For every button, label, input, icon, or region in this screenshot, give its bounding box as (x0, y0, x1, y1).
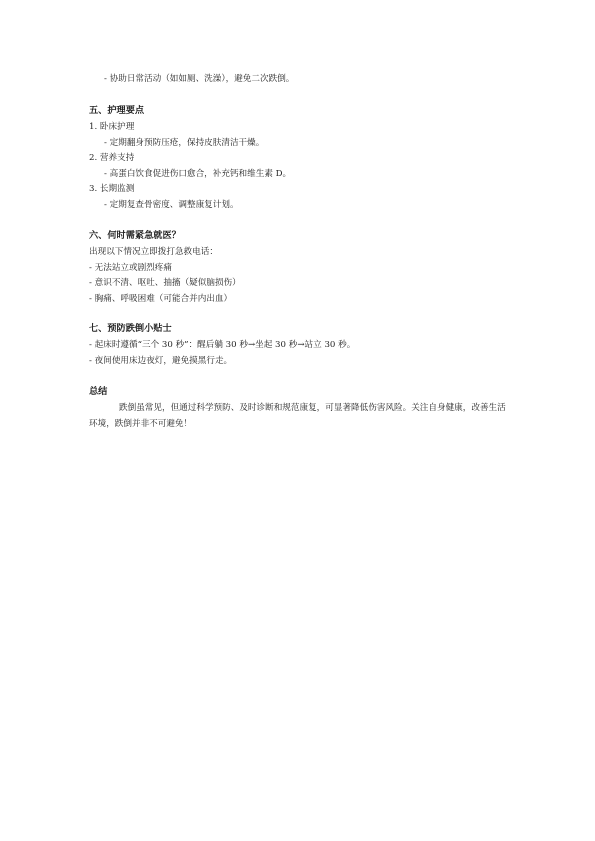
section-6-item-3: - 胸痛、呼吸困难（可能合并内出血） (89, 294, 233, 304)
summary-paragraph: 跌倒虽常见，但通过科学预防、及时诊断和规范康复，可显著降低伤害风险。关注自身健康，改善生活环境，跌倒并非不可避免！ (89, 403, 506, 429)
section-5-item-1-label: 1. 卧床护理 (89, 122, 135, 132)
section-6-intro: 出现以下情况立即拨打急救电话： (89, 247, 218, 257)
section-6-title: 六、何时需紧急就医？ (89, 230, 181, 241)
section-6-item-2: - 意识不清、呕吐、抽搐（疑似脑损伤） (89, 278, 241, 288)
section-5-item-3-label: 3. 长期监测 (89, 184, 135, 194)
section-7-item-2: - 夜间使用床边夜灯，避免摸黑行走。 (89, 356, 233, 366)
section-6-item-1: - 无法站立或剧烈疼痛 (89, 263, 172, 273)
continuation-bullet: - 协助日常活动（如如厕、洗澡），避免二次跌倒。 (104, 74, 295, 84)
section-5-title: 五、护理要点 (89, 105, 145, 116)
section-5-item-3-sub: - 定期复查骨密度、调整康复计划。 (104, 200, 239, 210)
section-7-item-1: - 起床时遵循“三个 30 秒”：醒后躺 30 秒→坐起 30 秒→站立 30 秒。 (89, 340, 356, 350)
section-5-item-2-sub: - 高蛋白饮食促进伤口愈合，补充钙和维生素 D。 (104, 169, 292, 179)
section-7-title: 七、预防跌倒小贴士 (89, 323, 172, 334)
section-5-item-1-sub: - 定期翻身预防压疮，保持皮肤清洁干燥。 (104, 138, 265, 148)
section-5-item-2-label: 2. 营养支持 (89, 153, 135, 163)
summary-title: 总结 (89, 386, 108, 397)
